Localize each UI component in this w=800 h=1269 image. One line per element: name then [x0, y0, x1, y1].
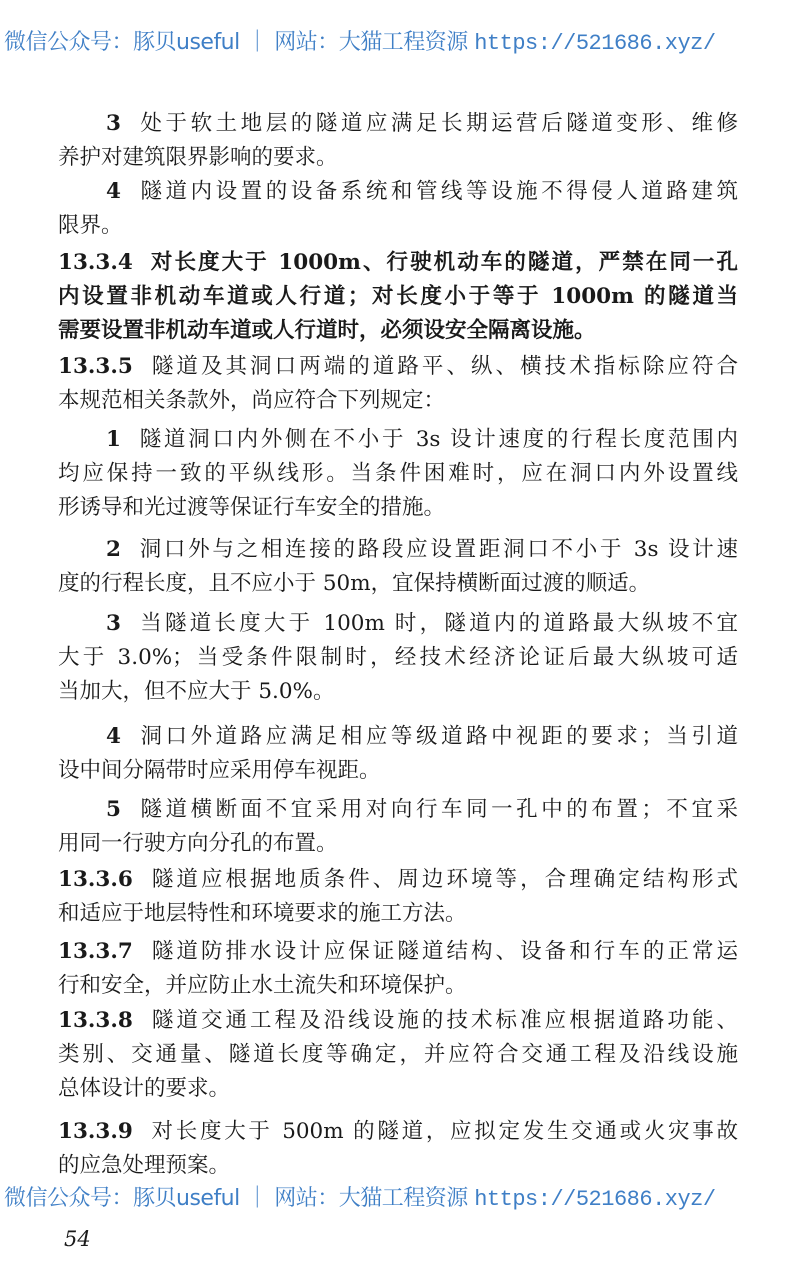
line-text: 的应急处理预案。 [58, 1153, 231, 1178]
line-text: 形诱导和光过渡等保证行车安全的措施。 [58, 495, 446, 520]
watermark-top [4, 30, 800, 57]
text-line [58, 1072, 738, 1106]
line-text: 隧道洞口内外侧在不小于 3s 设计速度的行程长度范围内 [136, 427, 738, 452]
list-item [58, 607, 738, 709]
clause-number: 4 [106, 179, 121, 204]
line-text: 洞口外与之相连接的路段应设置距洞口不小于 3s 设计速 [136, 537, 738, 562]
clause-number: 13.3.5 [58, 354, 133, 379]
watermark-text: 微信公众号：豚贝useful ｜ 网站：大猫工程资源 [4, 30, 475, 55]
text-line [58, 107, 738, 141]
list-item [58, 423, 738, 525]
clause-paragraph [58, 1004, 738, 1106]
text-line [58, 935, 738, 969]
line-text: 用同一行驶方向分孔的布置。 [58, 831, 338, 856]
line-text: 当加大，但不应大于 5.0%。 [58, 679, 335, 704]
clause-number: 13.3.7 [58, 939, 133, 964]
text-line [58, 280, 738, 314]
text-line [58, 175, 738, 209]
line-text: 处于软土地层的隧道应满足长期运营后隧道变形、维修 [136, 111, 738, 136]
text-line [58, 423, 738, 457]
text-line [58, 793, 738, 827]
text-line [58, 350, 738, 384]
text-line [58, 827, 738, 861]
line-text: 限界。 [58, 213, 123, 238]
clause-number: 13.3.8 [58, 1008, 133, 1033]
text-line [58, 491, 738, 525]
text-line [58, 1038, 738, 1072]
line-text: 行和安全，并应防止水土流失和环境保护。 [58, 973, 467, 998]
text-line [58, 457, 738, 491]
line-text: 对长度大于 500m 的隧道，应拟定发生交通或火灾事故 [148, 1119, 738, 1144]
watermark-url: https://521686.xyz/ [474, 31, 716, 56]
clause-number: 3 [106, 111, 121, 136]
line-text: 和适应于地层特性和环境要求的施工方法。 [58, 901, 467, 926]
line-text: 隧道交通工程及沿线设施的技术标准应根据道路功能、 [148, 1008, 738, 1033]
clause-paragraph [58, 935, 738, 1003]
clause-number: 13.3.6 [58, 867, 133, 892]
list-item [58, 793, 738, 861]
line-text: 需要设置非机动车道或人行道时，必须设安全隔离设施。 [58, 318, 596, 343]
line-text: 总体设计的要求。 [58, 1076, 231, 1101]
line-text: 隧道防排水设计应保证隧道结构、设备和行车的正常运 [148, 939, 738, 964]
list-item [58, 107, 738, 175]
clause-number: 1 [106, 427, 121, 452]
clause-number: 4 [106, 724, 121, 749]
clause-number: 13.3.4 [58, 250, 133, 275]
text-line [58, 1149, 738, 1183]
clause-number: 2 [106, 537, 121, 562]
text-line [58, 314, 738, 348]
clause-paragraph [58, 1115, 738, 1183]
clause-number: 3 [106, 611, 121, 636]
text-line [58, 863, 738, 897]
list-item [58, 720, 738, 788]
line-text: 隧道及其洞口两端的道路平、纵、横技术指标除应符合 [148, 354, 738, 379]
line-text: 对长度大于 1000m、行驶机动车的隧道，严禁在同一孔 [148, 250, 738, 275]
text-line [58, 141, 738, 175]
text-line [58, 1115, 738, 1149]
line-text: 度的行程长度，且不应小于 50m，宜保持横断面过渡的顺适。 [58, 571, 651, 596]
text-line [58, 607, 738, 641]
text-line [58, 567, 738, 601]
line-text: 当隧道长度大于 100m 时，隧道内的道路最大纵坡不宜 [136, 611, 738, 636]
text-line [58, 209, 738, 243]
text-line [58, 533, 738, 567]
line-text: 隧道应根据地质条件、周边环境等，合理确定结构形式 [148, 867, 738, 892]
line-text: 设中间分隔带时应采用停车视距。 [58, 758, 381, 783]
text-line [58, 754, 738, 788]
line-text: 隧道内设置的设备系统和管线等设施不得侵人道路建筑 [136, 179, 738, 204]
line-text: 内设置非机动车道或人行道；对长度小于等于 1000m 的隧道当 [58, 284, 738, 309]
text-line [58, 969, 738, 1003]
text-line [58, 246, 738, 280]
text-line [58, 675, 738, 709]
line-text: 本规范相关条款外，尚应符合下列规定： [58, 388, 446, 413]
list-item [58, 533, 738, 601]
text-line [58, 720, 738, 754]
page-number: 54 [64, 1227, 91, 1251]
text-line [58, 897, 738, 931]
watermark-bottom [4, 1186, 800, 1213]
line-text: 大于 3.0%；当受条件限制时，经技术经济论证后最大纵坡可适 [58, 645, 738, 670]
line-text: 隧道横断面不宜采用对向行车同一孔中的布置；不宜采 [136, 797, 738, 822]
clause-paragraph [58, 246, 738, 348]
clause-paragraph [58, 863, 738, 931]
clause-paragraph [58, 350, 738, 418]
line-text: 均应保持一致的平纵线形。当条件困难时，应在洞口内外设置线 [58, 461, 738, 486]
text-line [58, 1004, 738, 1038]
line-text: 类别、交通量、隧道长度等确定，并应符合交通工程及沿线设施 [58, 1042, 738, 1067]
watermark-url: https://521686.xyz/ [474, 1187, 716, 1212]
line-text: 洞口外道路应满足相应等级道路中视距的要求；当引道 [136, 724, 738, 749]
list-item [58, 175, 738, 243]
watermark-text: 微信公众号：豚贝useful ｜ 网站：大猫工程资源 [4, 1186, 475, 1211]
line-text: 养护对建筑限界影响的要求。 [58, 145, 338, 170]
clause-number: 5 [106, 797, 121, 822]
text-line [58, 384, 738, 418]
text-line [58, 641, 738, 675]
clause-number: 13.3.9 [58, 1119, 133, 1144]
